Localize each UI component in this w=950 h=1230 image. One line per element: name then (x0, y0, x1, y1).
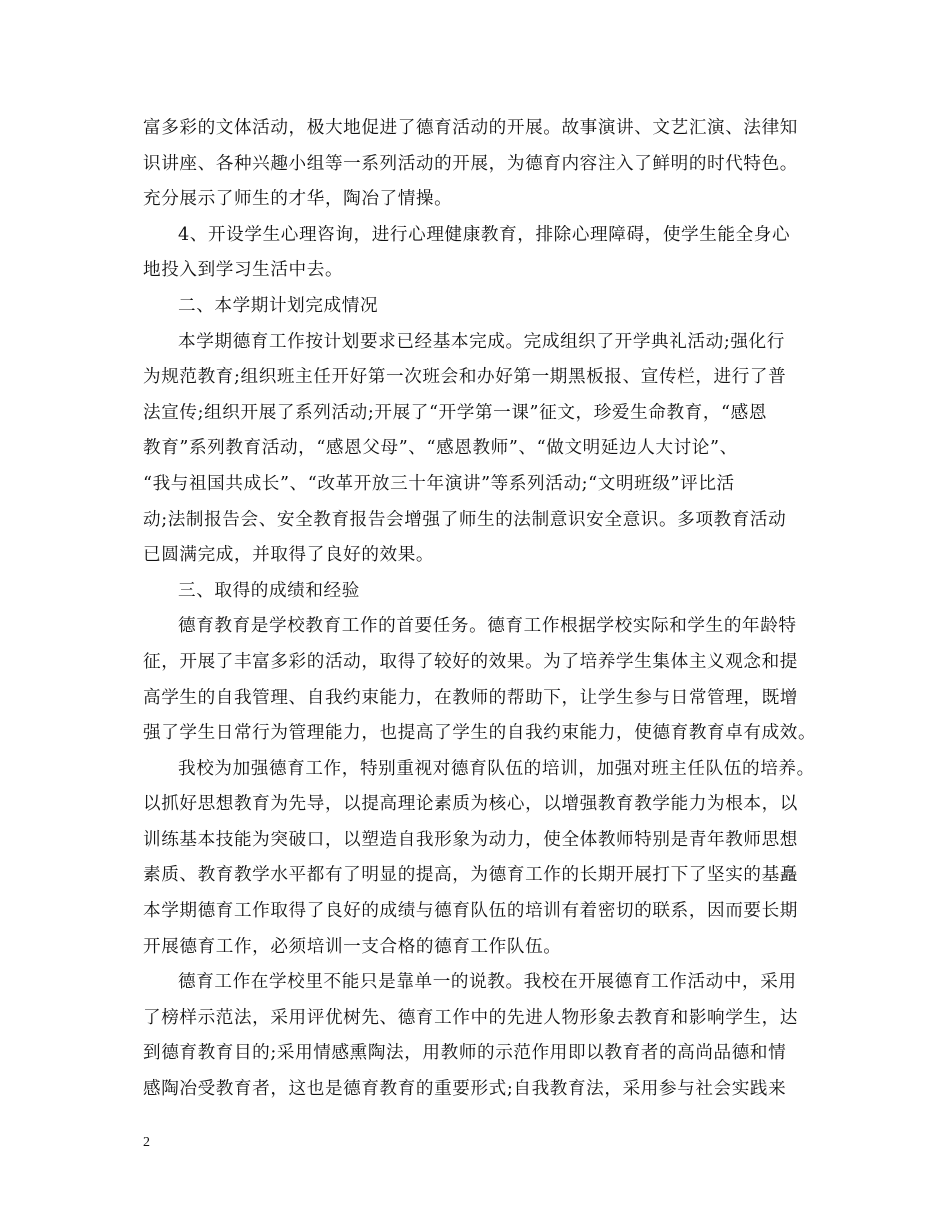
text-line: 教育”系列教育活动，“感恩父母”、“感恩教师”、“做文明延边人大讨论”、 (143, 438, 738, 459)
text-line: 已圆满完成，并取得了良好的效果。 (143, 545, 435, 566)
text-line: 法宣传;组织开展了系列活动;开展了“开学第一课”征文，珍爱生命教育，“感恩 (143, 402, 768, 423)
text-line: 本学期德育工作取得了良好的成绩与德育队伍的培训有着密切的联系，因而要长期 (143, 901, 798, 922)
text-line: 动;法制报告会、安全教育报告会增强了师生的法制意识安全意识。多项教育活动 (143, 509, 787, 530)
text-line: 征，开展了丰富多彩的活动，取得了较好的效果。为了培养学生集体主义观念和提 (143, 651, 798, 672)
text-line: 富多彩的文体活动，极大地促进了德育活动的开展。故事演讲、文艺汇演、法律知 (143, 118, 798, 138)
text-line: 我校为加强德育工作，特别重视对德育队伍的培训，加强对班主任队伍的培养。 (178, 758, 815, 779)
text-line: 高学生的自我管理、自我约束能力，在教师的帮助下，让学生参与日常管理，既增 (143, 687, 798, 708)
text-line: 德育教育是学校教育工作的首要任务。德育工作根据学校实际和学生的年龄特 (178, 616, 797, 637)
text-line: 素质、教育教学水平都有了明显的提高，为德育工作的长期开展打下了坚实的基矗 (143, 865, 798, 886)
text-line: 以抓好思想教育为先导，以提高理论素质为核心，以增强教育教学能力为根本，以 (143, 794, 798, 815)
text-line: 开展德育工作，必须培训一支合格的德育工作队伍。 (143, 936, 562, 957)
document-body (143, 111, 817, 1108)
text-line: 二、本学期计划完成情况 (178, 295, 379, 316)
text-line: “我与祖国共成长”、“改革开放三十年演讲”等系列活动;“文明班级”评比活 (143, 473, 735, 494)
text-line: 识讲座、各种兴趣小组等一系列活动的开展，为德育内容注入了鲜明的时代特色。 (143, 153, 798, 174)
text-line: 到德育教育目的;采用情感熏陶法，用教师的示范作用即以教育者的高尚品德和情 (143, 1043, 787, 1064)
text-line: 本学期德育工作按计划要求已经基本完成。完成组织了开学典礼活动;强化行 (178, 331, 785, 352)
text-line: 为规范教育;组织班主任开好第一次班会和办好第一期黑板报、宣传栏，进行了普 (143, 367, 787, 388)
text-line: 了榜样示范法，采用评优树先、德育工作中的先进人物形象去教育和影响学生，达 (143, 1007, 798, 1028)
page-number: 2 (143, 1135, 150, 1150)
text-line: 4、开设学生心理咨询，进行心理健康教育，排除心理障碍，使学生能全身心 (178, 224, 791, 245)
text-line: 感陶冶受教育者，这也是德育教育的重要形式;自我教育法，采用参与社会实践来 (143, 1079, 787, 1100)
text-line: 德育工作在学校里不能只是靠单一的说教。我校在开展德育工作活动中，采用 (178, 972, 797, 993)
text-line: 地投入到学习生活中去。 (143, 260, 344, 281)
text-line: 强了学生日常行为管理能力，也提高了学生的自我约束能力，使德育教育卓有成效。 (143, 723, 817, 744)
text-line: 充分展示了师生的才华，陶冶了情操。 (143, 189, 453, 210)
text-line: 训练基本技能为突破口，以塑造自我形象为动力，使全体教师特别是青年教师思想 (143, 829, 798, 850)
text-line: 三、取得的成绩和经验 (178, 580, 360, 601)
